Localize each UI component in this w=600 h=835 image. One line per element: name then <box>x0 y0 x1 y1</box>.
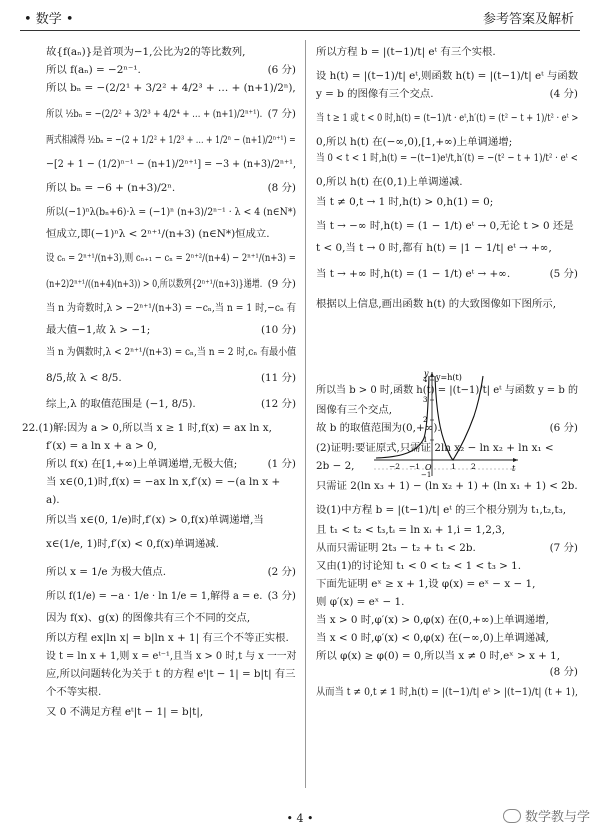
line-text: 0,所以 h(t) 在(0,1)上单调递减. <box>316 176 463 188</box>
y-tick-label: 1 <box>423 436 428 444</box>
subject-label: • 数学 • <box>24 12 74 27</box>
line-text: 当 x∈(0,1)时,f(x) = −ax ln x,f′(x) = −(a ln x + <box>46 476 281 488</box>
line-text: 所以 f(aₙ) = −2ⁿ⁻¹. <box>46 64 141 76</box>
line-text: 设 cₙ = 2ⁿ⁺¹/(n+3),则 cₙ₊₁ − cₙ = 2ⁿ⁺²/(n+4) − 2ⁿ⁺¹/(n+3) = <box>46 252 296 264</box>
score-label: (10 分) <box>260 324 296 336</box>
score-label: (4 分) <box>549 88 578 100</box>
line-text: 因为 f(x)、g(x) 的图像共有三个不同的交点, <box>46 612 251 624</box>
line-text: 个不等实根. <box>46 686 102 698</box>
line-text: y = b 的图像有三个交点. <box>316 88 434 100</box>
score-label: (7 分) <box>549 542 578 554</box>
line-text: 当 n 为奇数时,λ > −2ⁿ⁺¹/(n+3) = −cₙ,当 n = 1 时,−cₙ 有 <box>46 302 297 314</box>
line-text: (n+2)2ⁿ⁺¹/((n+4)(n+3)) > 0,所以数列{2ⁿ⁺¹/(n+3)}递增. <box>46 278 263 290</box>
line-text: 所以方程 ex|ln x| = b|ln x + 1| 有三个不等正实根. <box>46 632 289 644</box>
line-text: 8/5,故 λ < 8/5. <box>46 372 122 384</box>
line-text: 当 t → −∞ 时,h(t) = (1 − 1/t) eᵗ → 0,无论 t > 0 还是 <box>316 220 574 232</box>
function-graph <box>372 368 520 478</box>
line-text: 所以 bₙ = −6 + (n+3)/2ⁿ. <box>46 182 176 194</box>
line-text: x∈(1/e, 1)时,f′(x) < 0,f(x)单调递减. <box>46 538 219 550</box>
line-text: 根据以上信息,画出函数 h(t) 的大致图像如下图所示, <box>316 298 556 310</box>
column-divider <box>305 40 306 788</box>
line-text: 当 t ≥ 1 或 t < 0 时,h(t) = (t−1)/t · eᵗ,h′(t) = (t² − t + 1)/t² · eᵗ > <box>316 112 579 124</box>
line-text: 又由(1)的讨论知 t₁ < 0 < t₂ < 1 < t₃ > 1. <box>316 560 522 572</box>
section-title: 参考答案及解析 <box>482 12 574 27</box>
line-text: 所以当 x∈(0, 1/e)时,f′(x) > 0,f(x)单调递增,当 <box>46 514 264 526</box>
line-text: −[2 + 1 − (1/2)ⁿ⁻¹ − (n+1)/2ⁿ⁺¹] = −3 + (n+3)/2ⁿ⁺¹, <box>46 158 297 170</box>
score-label: (8 分) <box>549 666 578 678</box>
line-text: 当 x > 0 时,φ′(x) > 0,φ(x) 在(0,+∞)上单调递增, <box>316 614 549 626</box>
curve-left-branch <box>376 376 429 458</box>
score-label: (7 分) <box>267 108 296 120</box>
line-text: 所以 f(1/e) = −a · 1/e · ln 1/e = 1,解得 a = e. <box>46 590 263 602</box>
score-label: (11 分) <box>260 372 296 384</box>
line-text: 下面先证明 eˣ ≥ x + 1,设 φ(x) = eˣ − x − 1, <box>316 578 536 590</box>
line-text: 又 0 不满足方程 eᵗ|t − 1| = b|t|, <box>46 706 204 718</box>
x-tick-label: 1 <box>451 462 456 471</box>
wechat-icon <box>503 809 521 823</box>
watermark <box>503 806 590 825</box>
score-label: (6 分) <box>267 64 296 76</box>
y-tick-label: −1 <box>421 471 432 478</box>
line-text: 所以 bₙ = −(2/2¹ + 3/2² + 4/2³ + … + (n+1)/2ⁿ), <box>46 82 296 94</box>
line-text: 设 t = ln x + 1,则 x = eᵗ⁻¹,且当 x > 0 时,t 与 x 一一对 <box>46 650 297 662</box>
score-label: (1 分) <box>267 458 296 470</box>
line-text: 所以 f(x) 在[1,+∞)上单调递增,无极大值; <box>46 458 238 470</box>
line-text: 应,所以问题转化为关于 t 的方程 eᵗ|t − 1| = b|t| 有三 <box>46 668 296 680</box>
curve-right-branch <box>435 376 483 460</box>
line-text: 22.(1)解:因为 a > 0,所以当 x ≥ 1 时,f(x) = ax ln x, <box>22 422 272 434</box>
score-label: (3 分) <box>267 590 296 602</box>
line-text: 所以(−1)ⁿλ(bₙ+6)·λ = (−1)ⁿ (n+3)/2ⁿ⁻¹ · λ < 4 (n∈N*) <box>46 206 297 218</box>
y-tick-label: 2 <box>423 416 428 424</box>
line-text: 从而当 t ≠ 0,t ≠ 1 时,h(t) = |(t−1)/t| eᵗ > |(t−1)/t| (t + 1), <box>316 686 578 698</box>
y-axis-label: y <box>424 369 429 378</box>
x-axis-label: t <box>512 464 516 473</box>
line-text: 恒成立,即(−1)ⁿλ < 2ⁿ⁺¹/(n+3) (n∈N*)恒成立. <box>46 228 270 240</box>
line-text: 两式相减得 ½bₙ = −(2 + 1/2² + 1/2³ + … + 1/2ⁿ − (n+1)/2ⁿ⁺¹) = <box>46 134 296 146</box>
line-text: a). <box>46 494 60 506</box>
line-text: 所以 ½bₙ = −(2/2² + 3/2³ + 4/2⁴ + … + (n+1)/2ⁿ⁺¹). <box>46 108 263 120</box>
page-header <box>20 6 580 26</box>
line-text: 设 h(t) = |(t−1)/t| eᵗ,则函数 h(t) = |(t−1)/t| eᵗ 与函数 <box>316 70 579 82</box>
score-label: (9 分) <box>267 278 296 290</box>
score-label: (8 分) <box>267 182 296 194</box>
x-tick-label: 2 <box>471 462 476 471</box>
origin-label: O <box>425 463 432 472</box>
line-text: 只需证 2(ln x₃ + 1) − (ln x₂ + 1) + (ln x₁ + 1) < 2b. <box>316 480 578 492</box>
line-text: 故 b 的取值范围为(0,+∞). <box>316 422 441 434</box>
curve-label: y=h(t) <box>436 373 462 382</box>
page-number: • 4 • <box>286 812 314 825</box>
score-label: (12 分) <box>260 398 296 410</box>
line-text: 综上,λ 的取值范围是 (−1, 8/5). <box>46 398 196 410</box>
x-tick-label: −1 <box>409 462 421 471</box>
line-text: 当 n 为偶数时,λ < 2ⁿ⁺¹/(n+3) = cₙ,当 n = 2 时,cₙ 有最小值 <box>46 346 297 358</box>
line-text: 当 t ≠ 0,t → 1 时,h(t) > 0,h(1) = 0; <box>316 196 494 208</box>
header-rule <box>20 30 580 31</box>
line-text: 最大值−1,故 λ > −1; <box>46 324 151 336</box>
line-text: 图像有三个交点, <box>316 404 393 416</box>
line-text: 且 t₁ < t₂ < t₃,tᵢ = ln xᵢ + 1,i = 1,2,3, <box>316 524 506 536</box>
line-text: 从而只需证明 2t₃ − t₂ + t₁ < 2b. <box>316 542 476 554</box>
line-text: 所以当 b > 0 时,函数 h(t) = |(t−1)/t| eᵗ 与函数 y = b 的 <box>316 384 578 396</box>
line-text: 故{f(aₙ)}是首项为−1,公比为2的等比数列, <box>46 46 246 58</box>
x-tick-label: −2 <box>389 462 401 471</box>
line-text: 2b − 2, <box>316 460 355 472</box>
line-text: 所以 φ(x) ≥ φ(0) = 0,所以当 x ≠ 0 时,eˣ > x + 1, <box>316 650 561 662</box>
line-text: 当 t → +∞ 时,h(t) = (1 − 1/t) eᵗ → +∞. <box>316 268 511 280</box>
line-text: 则 φ′(x) = eˣ − 1. <box>316 596 405 608</box>
y-tick-label: 4 <box>423 376 428 384</box>
line-text: t < 0,当 t → 0 时,都有 h(t) = |1 − 1/t| eᵗ → +∞, <box>316 242 552 254</box>
score-label: (6 分) <box>549 422 578 434</box>
line-text: 0,所以 h(t) 在(−∞,0),[1,+∞)上单调递增; <box>316 136 513 148</box>
watermark-text: 数学教与学 <box>524 810 590 825</box>
line-text: 所以 x = 1/e 为极大值点. <box>46 566 167 578</box>
line-text: 当 0 < t < 1 时,h(t) = −(t−1)eᵗ/t,h′(t) = −(t² − t + 1)/t² · eᵗ < <box>316 152 578 164</box>
y-tick-label: 3 <box>423 396 428 404</box>
line-text: 所以方程 b = |(t−1)/t| eᵗ 有三个实根. <box>316 46 496 58</box>
score-label: (2 分) <box>267 566 296 578</box>
line-text: 设(1)中方程 b = |(t−1)/t| eᵗ 的三个根分别为 t₁,t₂,t₃, <box>316 504 567 516</box>
line-text: f′(x) = a ln x + a > 0, <box>46 440 157 452</box>
line-text: 当 x < 0 时,φ′(x) < 0,φ(x) 在(−∞,0)上单调递减, <box>316 632 549 644</box>
score-label: (5 分) <box>549 268 578 280</box>
line-text: (2)证明:要证原式,只需证 2ln x₂ − ln x₂ + ln x₁ < <box>316 442 554 454</box>
